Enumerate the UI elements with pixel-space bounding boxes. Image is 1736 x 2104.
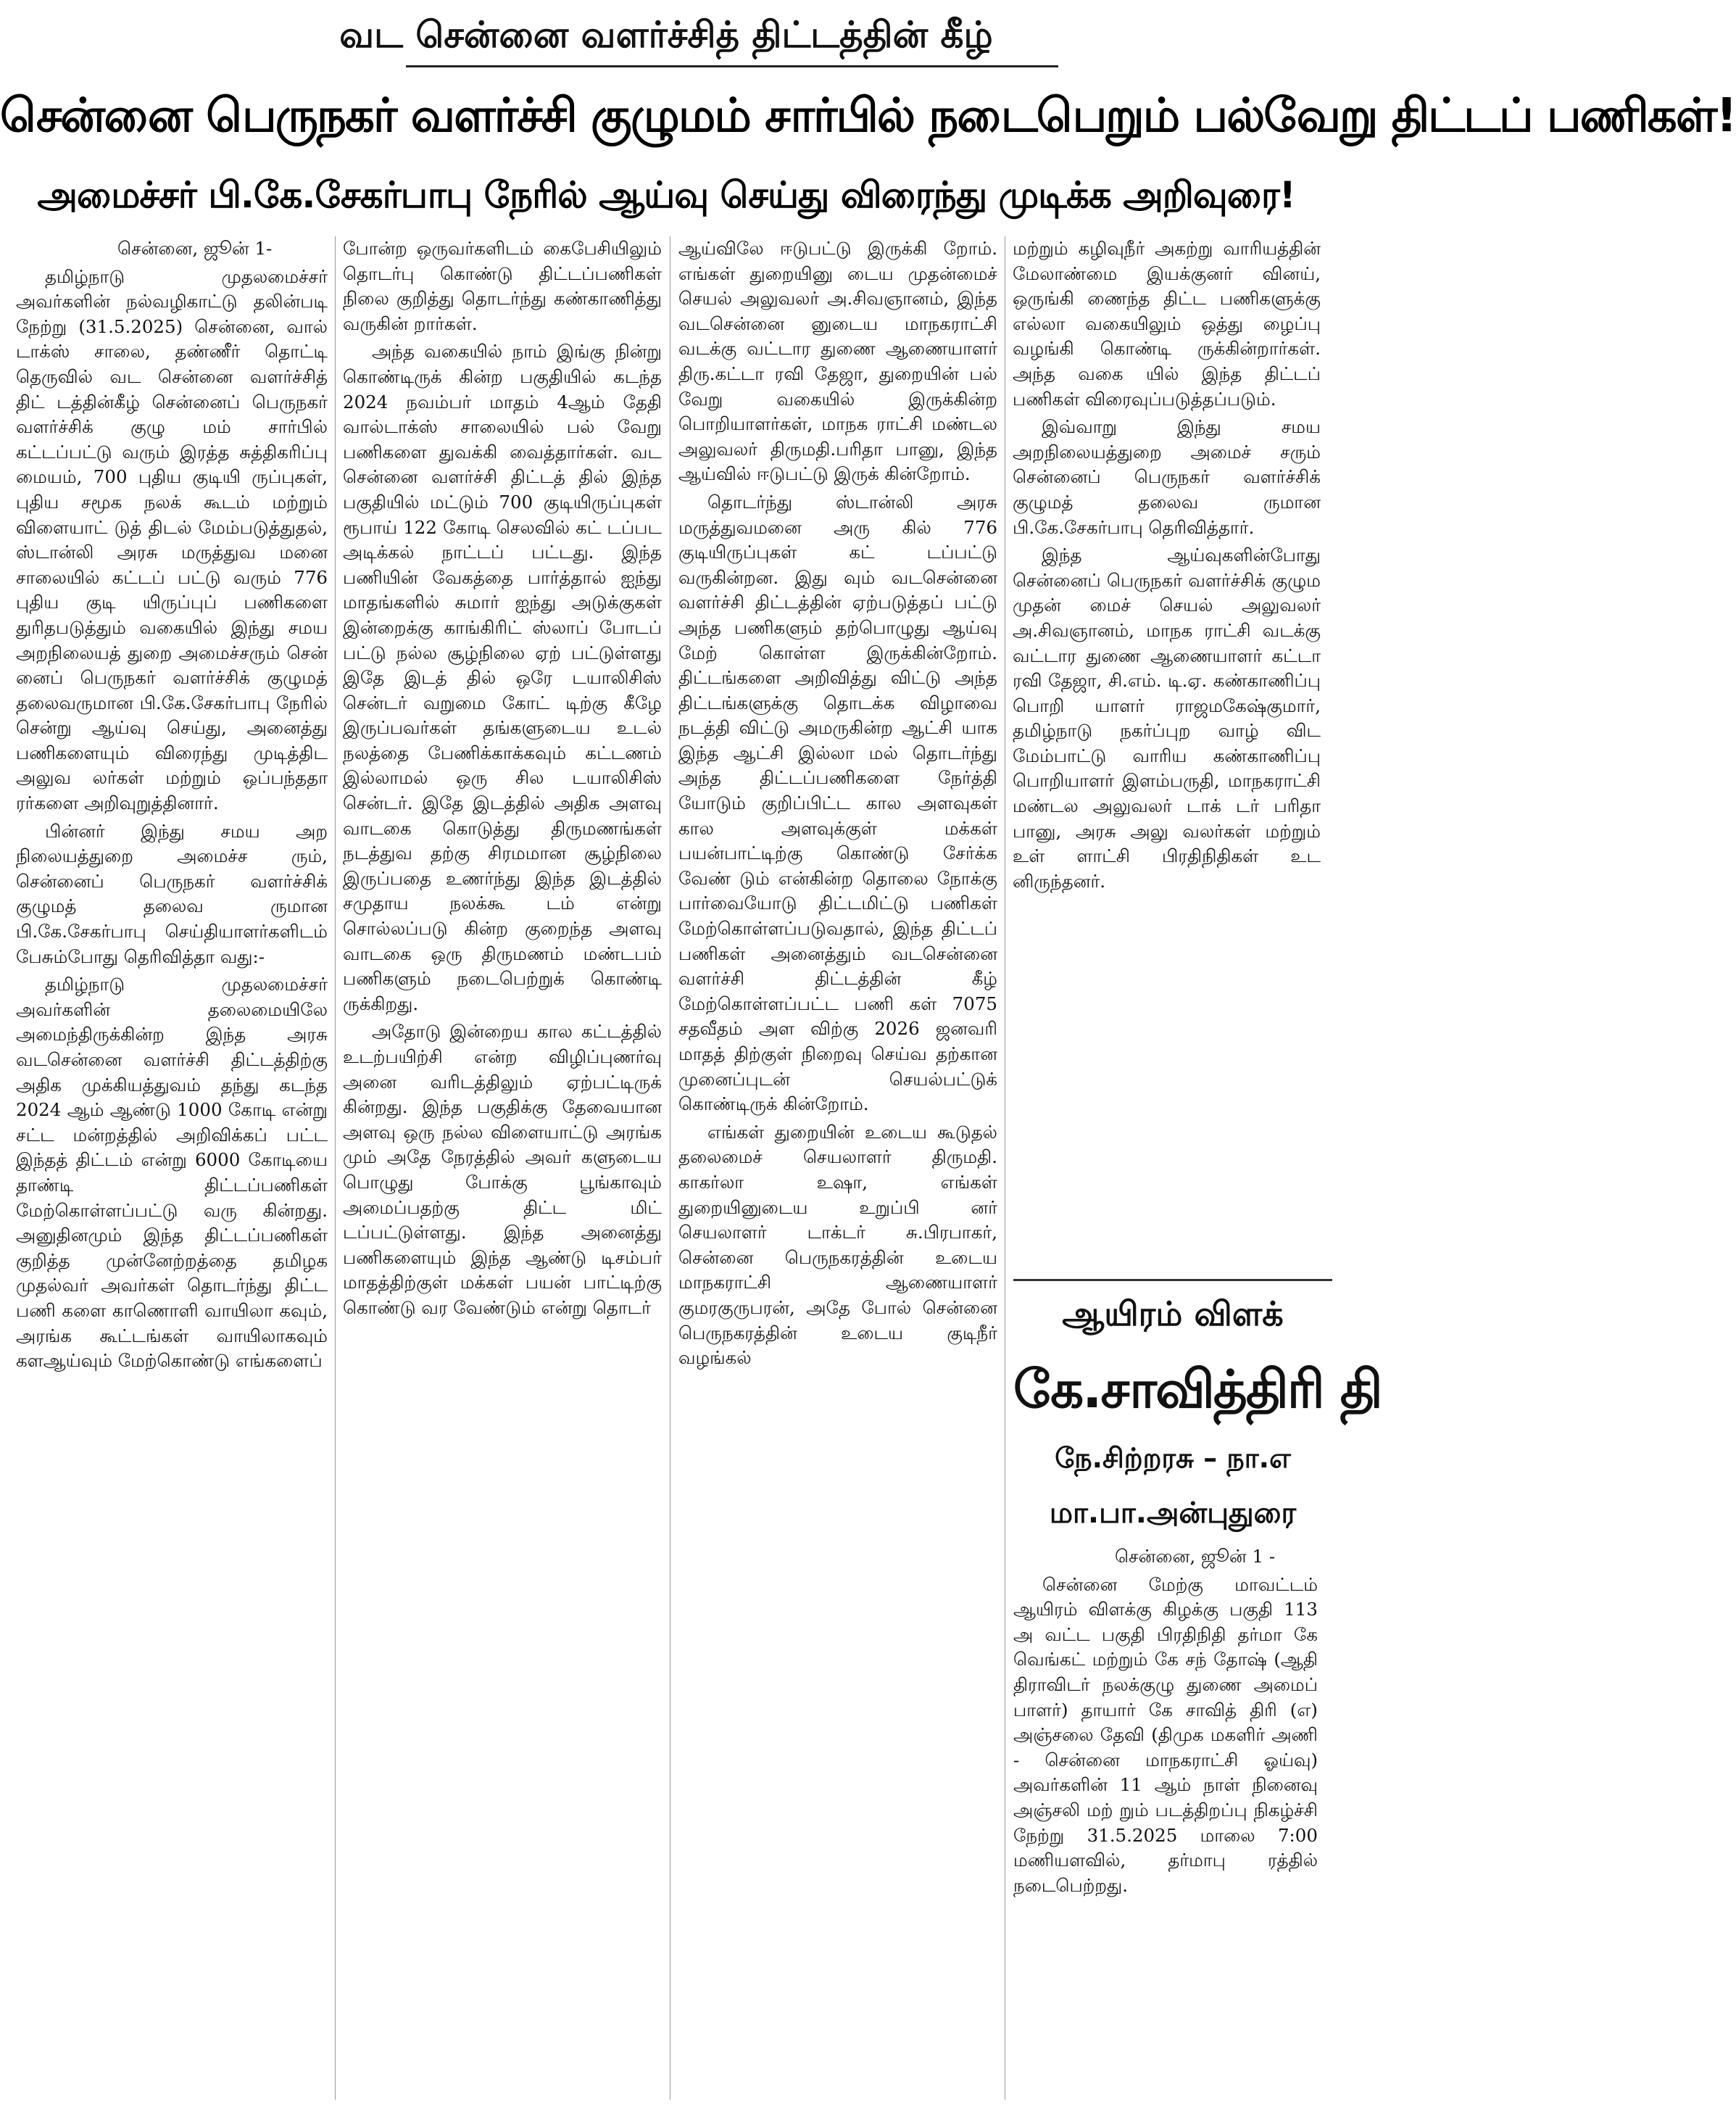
subheadline: அமைச்சர் பி.கே.சேகர்பாபு நேரில் ஆய்வு செய்து விரைந்து முடிக்க அறிவுரை! xyxy=(37,174,1295,216)
article-paragraph: போன்ற ஒருவர்களிடம் கைபேசியிலும் தொடர்பு கொண்டு திட்டப்பணிகள் நிலை குறித்து தொடர்ந்து கண்காணித்து வருகின் றார்கள். xyxy=(343,238,662,334)
side-story-headline: கே.சாவித்திரி தி xyxy=(1013,1359,1382,1420)
article-paragraph: தமிழ்நாடு முதலமைச்சர் அவர்களின் தலைமையிலே அமைந்திருக்கின்ற இந்த அரசு வடசென்னை வளர்ச்சி திட்டத்திற்கு அதிக முக்கியத்துவம் தந்து கடந்த 2024 ஆம் ஆண்டு 1000 கோடி என்று சட்ட மன்றத்தில் அறிவிக்கப் பட்ட இந்தத் திட்டம் என்று 6000 கோடியை தாண்டி திட்டப்பணிகள் மேற்கொள்ளப்பட்டு வரு கின்றது. அனுதினமும் இந்த திட்டப்பணிகள் குறித்த முன்னேற்றத்தை தமிழக முதல்வர் அவர்கள் தொடர்ந்து திட்ட பணி களை காணொளி வாயிலா கவும், அரங்க கூட்டங்கள் வாயிலாகவும் களஆய்வும் மேற்கொண்டு எங்களைப் xyxy=(16,974,328,1372)
side-story-divider xyxy=(1013,1279,1332,1281)
article-column-1 xyxy=(16,236,328,2100)
article-paragraph: இவ்வாறு இந்து சமய அறநிலையத்துறை அமைச் சரும் சென்னைப் பெருநகர் வளர்ச்சிக் குழுமத் தலைவ ருமான பி.கே.சேகர்பாபு தெரிவித்தார். xyxy=(1013,416,1321,538)
side-story-subhead-2: மா.பா.அன்புதுரை xyxy=(1049,1496,1297,1530)
headline: சென்னை பெருநகர் வளர்ச்சி குழுமம் சார்பில் நடைபெறும் பல்வேறு திட்டப் பணிகள்! xyxy=(0,89,1736,143)
article-column-2 xyxy=(343,236,662,2100)
kicker-underline xyxy=(406,65,1058,67)
article-paragraph: ஆய்விலே ஈடுபட்டு இருக்கி றோம். எங்கள் துறையினு டைய முதன்மைச் செயல் அலுவலர் அ.சிவஞானம், இந்த வடசென்னை னுடைய மாநகராட்சி வடக்கு வட்டார துணை ஆணையாளர் திரு.கட்டா ரவி தேஜா, துறையின் பல் வேறு வகையில் இருக்கின்ற பொறியாளர்கள், மாநக ராட்சி மண்டல அலுவலர் திருமதி.பரிதா பானு, இந்த ஆய்வில் ஈடுபட்டு இருக் கின்றோம். xyxy=(678,238,997,485)
article-paragraph: தமிழ்நாடு முதலமைச்சர் அவர்களின் நல்வழிகாட்டு தலின்படி நேற்று (31.5.2025) சென்னை, வால் டாக்ஸ் சாலை, தண்ணீர் தொட்டி தெருவில் வட சென்னை வளர்ச்சித் திட் டத்தின்கீழ் சென்னைப் பெருநகர் வளர்ச்சிக் குழு மம் சார்பில் கட்டப்பட்டு வரும் இரத்த சுத்திகரிப்பு மையம், 700 புதிய குடியி ருப்புகள், புதிய சமூக நலக் கூடம் மற்றும் விளையாட் டுத் திடல் மேம்படுத்துதல், ஸ்டான்லி அரசு மருத்துவ மனை சாலையில் கட்டப் பட்டு வரும் 776 புதிய குடி யிருப்புப் பணிகளை துரிதபடுத்தும் வகையில் இந்து சமய அறநிலையத் துறை அமைச்சரும் சென் னைப் பெருநகர் வளர்ச்சிக் குழுமத் தலைவருமான பி.கே.சேகர்பாபு நேரில் சென்று ஆய்வு செய்து, அனைத்து பணிகளையும் விரைந்து முடித்திட அலுவ லர்கள் மற்றும் ஒப்பந்ததா ரர்களை அறிவுறுத்தினார். xyxy=(16,265,328,814)
side-story-body xyxy=(1013,1544,1318,2100)
column-divider xyxy=(335,236,336,2100)
article-paragraph: அந்த வகையில் நாம் இங்கு நின்று கொண்டிருக் கின்ற பகுதியில் கடந்த 2024 நவம்பர் மாதம் 4ஆம் தேதி வால்டாக்ஸ் சாலையில் பல் வேறு பணிகளை துவக்கி வைத்தார்கள். வட சென்னை வளர்ச்சி திட்டத் தில் இந்த பகுதியில் மட்டும் 700 குடியிருப்புகள் ரூபாய் 122 கோடி செலவில் கட் டப்பட அடிக்கல் நாட்டப் பட்டது. இந்த பணியின் வேகத்தை பார்த்தால் ஐந்து மாதங்களில் சுமார் ஐந்து அடுக்குகள் இன்றைக்கு காங்கிரிட் ஸ்லாப் போடப் பட்டு நல்ல சூழ்நிலை ஏற் பட்டுள்ளது இதே இடத் தில் ஒரே டயாலிசிஸ் சென்டர் வறுமை கோட் டிற்கு கீழே இருப்பவர்கள் தங்களுடைய உடல் நலத்தை பேணிக்காக்கவும் கட்டணம் இல்லாமல் ஒரு சில டயாலிசிஸ் சென்டர். இதே இடத்தில் அதிக அளவு வாடகை கொடுத்து திருமணங்கள் நடத்துவ தற்கு சிரமமான சூழ்நிலை இருப்பதை உணர்ந்து இந்த இடத்தில் சமுதாய நலக்கூ டம் என்று சொல்லப்படு கின்ற குறைந்த அளவு வாடகை ஒரு திருமணம் மண்டபம் பணிகளும் நடைபெற்றுக் கொண்டி ருக்கிறது. xyxy=(343,341,662,1014)
side-story-kicker: ஆயிரம் விளக் xyxy=(1062,1294,1284,1333)
article-column-4 xyxy=(1013,236,1321,1270)
article-column-3 xyxy=(678,236,997,2100)
article-paragraph: அதோடு இன்றைய கால கட்டத்தில் உடற்பயிற்சி என்ற விழிப்புணர்வு அனை வரிடத்திலும் ஏற்பட்டிருக் கின்றது. இந்த பகுதிக்கு தேவையான அளவு ஒரு நல்ல விளையாட்டு அரங்க மும் அதே நேரத்தில் அவர் களுடைய பொழுது போக்கு பூங்காவும் அமைப்பதற்கு திட்ட மிட் டப்பட்டுள்ளது. இந்த அனைத்து பணிகளையும் இந்த ஆண்டு டிசம்பர் மாதத்திற்குள் மக்கள் பயன் பாட்டிற்கு கொண்டு வர வேண்டும் என்று தொடர் xyxy=(343,1021,662,1318)
dateline: சென்னை, ஜூன் 1- xyxy=(117,238,273,259)
side-story-dateline: சென்னை, ஜூன் 1 - xyxy=(1115,1546,1276,1567)
article-paragraph: இந்த ஆய்வுகளின்போது சென்னைப் பெருநகர் வளர்ச்சிக் குழும முதன் மைச் செயல் அலுவலர் அ.சிவஞானம், மாநக ராட்சி வடக்கு வட்டார துணை ஆணையாளர் கட்டா ரவி தேஜா, சி.எம். டி.ஏ. கண்காணிப்பு பொறி யாளர் ராஜமகேஷ்குமார், தமிழ்நாடு நகர்ப்புற வாழ் விட மேம்பாட்டு வாரிய கண்காணிப்பு பொறியாளர் இளம்பருதி, மாநகராட்சி மண்டல அலுவலர் டாக் டர் பரிதா பானு, அரசு அலு வலர்கள் மற்றும் உள் ளாட்சி பிரதிநிதிகள் உட னிருந்தனர். xyxy=(1013,544,1321,892)
article-paragraph: எங்கள் துறையின் உடைய கூடுதல் தலைமைச் செயலாளர் திருமதி. காகர்லா உஷா, எங்கள் துறையினுடைய உறுப்பி னர் செயலாளர் டாக்டர் சு.பிரபாகர், சென்னை பெருநகரத்தின் உடைய மாநகராட்சி ஆணையாளர் குமரகுருபரன், அதே போல் சென்னை பெருநகரத்தின் உடைய குடிநீர் வழங்கல் xyxy=(678,1121,997,1369)
side-story-subhead-1: நே.சிற்றரசு – நா.எ xyxy=(1055,1442,1291,1474)
article-paragraph: பின்னர் இந்து சமய அற நிலையத்துறை அமைச்ச ரும், சென்னைப் பெருநகர் வளர்ச்சிக் குழுமத் தலைவ ருமான பி.கே.சேகர்பாபு செய்தியாளர்களிடம் பேசும்போது தெரிவித்தா வது:- xyxy=(16,820,328,967)
article-paragraph: தொடர்ந்து ஸ்டான்லி அரசு மருத்துவமனை அரு கில் 776 குடியிருப்புகள் கட் டப்பட்டு வருகின்றன. இது வும் வடசென்னை வளர்ச்சி திட்டத்தின் ஏற்படுத்தப் பட்டு அந்த பணிகளும் தற்பொழுது ஆய்வு மேற் கொள்ள இருக்கின்றோம். திட்டங்களை அறிவித்து விட்டு அந்த திட்டங்களுக்கு தொடக்க விழாவை நடத்தி விட்டு அமருகின்ற ஆட்சி யாக இந்த ஆட்சி இல்லா மல் தொடர்ந்து அந்த திட்டப்பணிகளை நேர்த்தி யோடும் குறிப்பிட்ட கால அளவுகள் கால அளவுக்குள் மக்கள் பயன்பாட்டிற்கு கொண்டு சேர்க்க வேண் டும் என்கின்ற தொலை நோக்கு பார்வையோடு திட்டமிட்டு பணிகள் மேற்கொள்ளப்படுவதால், இந்த திட்டப் பணிகள் அனைத்தும் வடசென்னை வளர்ச்சி திட்டத்தின் கீழ் மேற்கொள்ளப்பட்ட பணி கள் 7075 சதவீதம் அள விற்கு 2026 ஜனவரி மாதத் திற்குள் நிறைவு செய்வ தற்கான முனைப்புடன் செயல்பட்டுக் கொண்டிருக் கின்றோம். xyxy=(678,491,997,1115)
side-story-paragraph: சென்னை மேற்கு மாவட்டம் ஆயிரம் விளக்கு கிழக்கு பகுதி 113 அ வட்ட பகுதி பிரதிநிதி தர்மா கே வெங்கட் மற்றும் கே சந் தோஷ் (ஆதி திராவிடர் நலக்குழு துணை அமைப் பாளர்) தாயார் கே சாவித் திரி (எ) அஞ்சலை தேவி (திமுக மகளிர் அணி - சென்னை மாநகராட்சி ஓய்வு) அவர்களின் 11 ஆம் நாள் நினைவு அஞ்சலி மற் றும் படத்திறப்பு நிகழ்ச்சி நேற்று 31.5.2025 மாலை 7:00 மணியளவில், தர்மாபு ரத்தில் நடைபெற்றது. xyxy=(1013,1573,1318,1896)
article-paragraph: மற்றும் கழிவுநீர் அகற்று வாரியத்தின் மேலாண்மை இயக்குனர் வினய், ஒருங்கி ணைந்த திட்ட பணிகளுக்கு எல்லா வகையிலும் ஒத்து ழைப்பு வழங்கி கொண்டி ருக்கின்றார்கள். அந்த வகை யில் இந்த திட்டப் பணிகள் விரைவுப்படுத்தப்படும். xyxy=(1013,238,1321,410)
section-kicker: வட சென்னை வளர்ச்சித் திட்டத்தின் கீழ் xyxy=(339,14,993,56)
